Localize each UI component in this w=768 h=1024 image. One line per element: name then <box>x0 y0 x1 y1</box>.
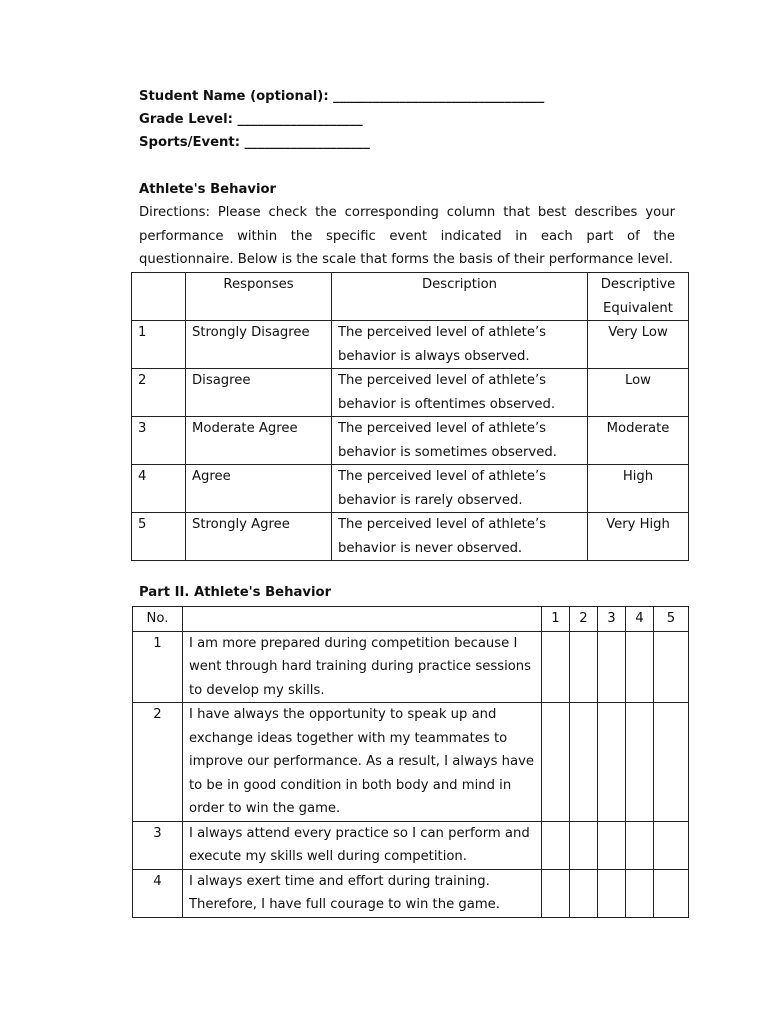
rating-cell-1[interactable] <box>542 703 570 822</box>
directions-line: Directions: Please check the corresponding column that best describes your <box>139 205 675 220</box>
item-number: 1 <box>133 631 183 703</box>
scale-response: Strongly Agree <box>186 513 332 561</box>
scale-description: The perceived level of athlete’s behavior is never observed. <box>332 513 588 561</box>
scale-response: Strongly Disagree <box>186 321 332 369</box>
rating-cell-4[interactable] <box>626 821 654 869</box>
table-row <box>133 703 689 822</box>
item-number: 3 <box>133 821 183 869</box>
section-title-part-ii: Part II. Athlete's Behavior <box>139 585 332 600</box>
table-row <box>132 513 689 561</box>
header-cell-responses: Responses <box>186 273 332 321</box>
scale-number: 2 <box>132 369 186 417</box>
rating-cell-2[interactable] <box>570 703 598 822</box>
item-statement: I always exert time and effort during training. Therefore, I have full courage to win the game. <box>183 869 542 917</box>
table-row <box>133 869 689 917</box>
scale-response: Agree <box>186 465 332 513</box>
rating-cell-2[interactable] <box>570 631 598 703</box>
rating-cell-3[interactable] <box>598 821 626 869</box>
rating-cell-4[interactable] <box>626 631 654 703</box>
rating-cell-2[interactable] <box>570 821 598 869</box>
scale-response: Disagree <box>186 369 332 417</box>
sports-event-field: Sports/Event: ___________________ <box>139 135 370 150</box>
scale-description: The perceived level of athlete’s behavior is oftentimes observed. <box>332 369 588 417</box>
rating-cell-5[interactable] <box>654 869 689 917</box>
rating-cell-5[interactable] <box>654 821 689 869</box>
header-cell-scale-2: 2 <box>570 607 598 632</box>
scale-equivalent: Very Low <box>588 321 689 369</box>
directions-line: questionnaire. Below is the scale that forms the basis of their performance level. <box>139 252 673 267</box>
table-header-row <box>133 607 689 632</box>
scale-equivalent: Moderate <box>588 417 689 465</box>
scale-description: The perceived level of athlete’s behavior is sometimes observed. <box>332 417 588 465</box>
item-statement: I have always the opportunity to speak up and exchange ideas together with my teammates to improve our performance. As a result, I always have to be in good condition in both body and mind in order to win the game. <box>183 703 542 822</box>
scale-number: 1 <box>132 321 186 369</box>
rating-cell-1[interactable] <box>542 631 570 703</box>
rating-cell-3[interactable] <box>598 703 626 822</box>
header-cell-no: No. <box>133 607 183 632</box>
header-cell-description: Description <box>332 273 588 321</box>
rating-cell-5[interactable] <box>654 703 689 822</box>
scale-number: 5 <box>132 513 186 561</box>
table-row <box>132 465 689 513</box>
header-cell-scale-5: 5 <box>654 607 689 632</box>
table-row <box>133 821 689 869</box>
scale-table <box>131 272 689 561</box>
scale-response: Moderate Agree <box>186 417 332 465</box>
behavior-questionnaire-table <box>132 606 689 918</box>
header-cell-scale-4: 4 <box>626 607 654 632</box>
scale-number: 4 <box>132 465 186 513</box>
rating-cell-3[interactable] <box>598 869 626 917</box>
rating-cell-5[interactable] <box>654 631 689 703</box>
scale-equivalent: High <box>588 465 689 513</box>
table-row <box>132 369 689 417</box>
grade-level-field: Grade Level: ___________________ <box>139 112 363 127</box>
header-cell-scale-1: 1 <box>542 607 570 632</box>
scale-equivalent: Very High <box>588 513 689 561</box>
section-title-athletes-behavior: Athlete's Behavior <box>139 182 277 197</box>
table-row <box>132 321 689 369</box>
item-statement: I always attend every practice so I can perform and execute my skills well during competition. <box>183 821 542 869</box>
item-number: 2 <box>133 703 183 822</box>
student-name-field: Student Name (optional): ________________________________ <box>139 89 545 104</box>
scale-description: The perceived level of athlete’s behavior is rarely observed. <box>332 465 588 513</box>
table-row <box>133 631 689 703</box>
rating-cell-1[interactable] <box>542 869 570 917</box>
scale-description: The perceived level of athlete’s behavior is always observed. <box>332 321 588 369</box>
rating-cell-3[interactable] <box>598 631 626 703</box>
rating-cell-4[interactable] <box>626 703 654 822</box>
scale-number: 3 <box>132 417 186 465</box>
rating-cell-4[interactable] <box>626 869 654 917</box>
header-cell-scale-3: 3 <box>598 607 626 632</box>
header-cell-number <box>132 273 186 321</box>
table-header-row <box>132 273 689 321</box>
header-cell-equivalent: Descriptive Equivalent <box>588 273 689 321</box>
item-number: 4 <box>133 869 183 917</box>
item-statement: I am more prepared during competition because I went through hard training during practice sessions to develop my skills. <box>183 631 542 703</box>
scale-equivalent: Low <box>588 369 689 417</box>
rating-cell-2[interactable] <box>570 869 598 917</box>
header-cell-statement <box>183 607 542 632</box>
directions-paragraph <box>139 201 675 272</box>
rating-cell-1[interactable] <box>542 821 570 869</box>
directions-line: performance within the specific event indicated in each part of the <box>139 228 675 244</box>
table-row <box>132 417 689 465</box>
